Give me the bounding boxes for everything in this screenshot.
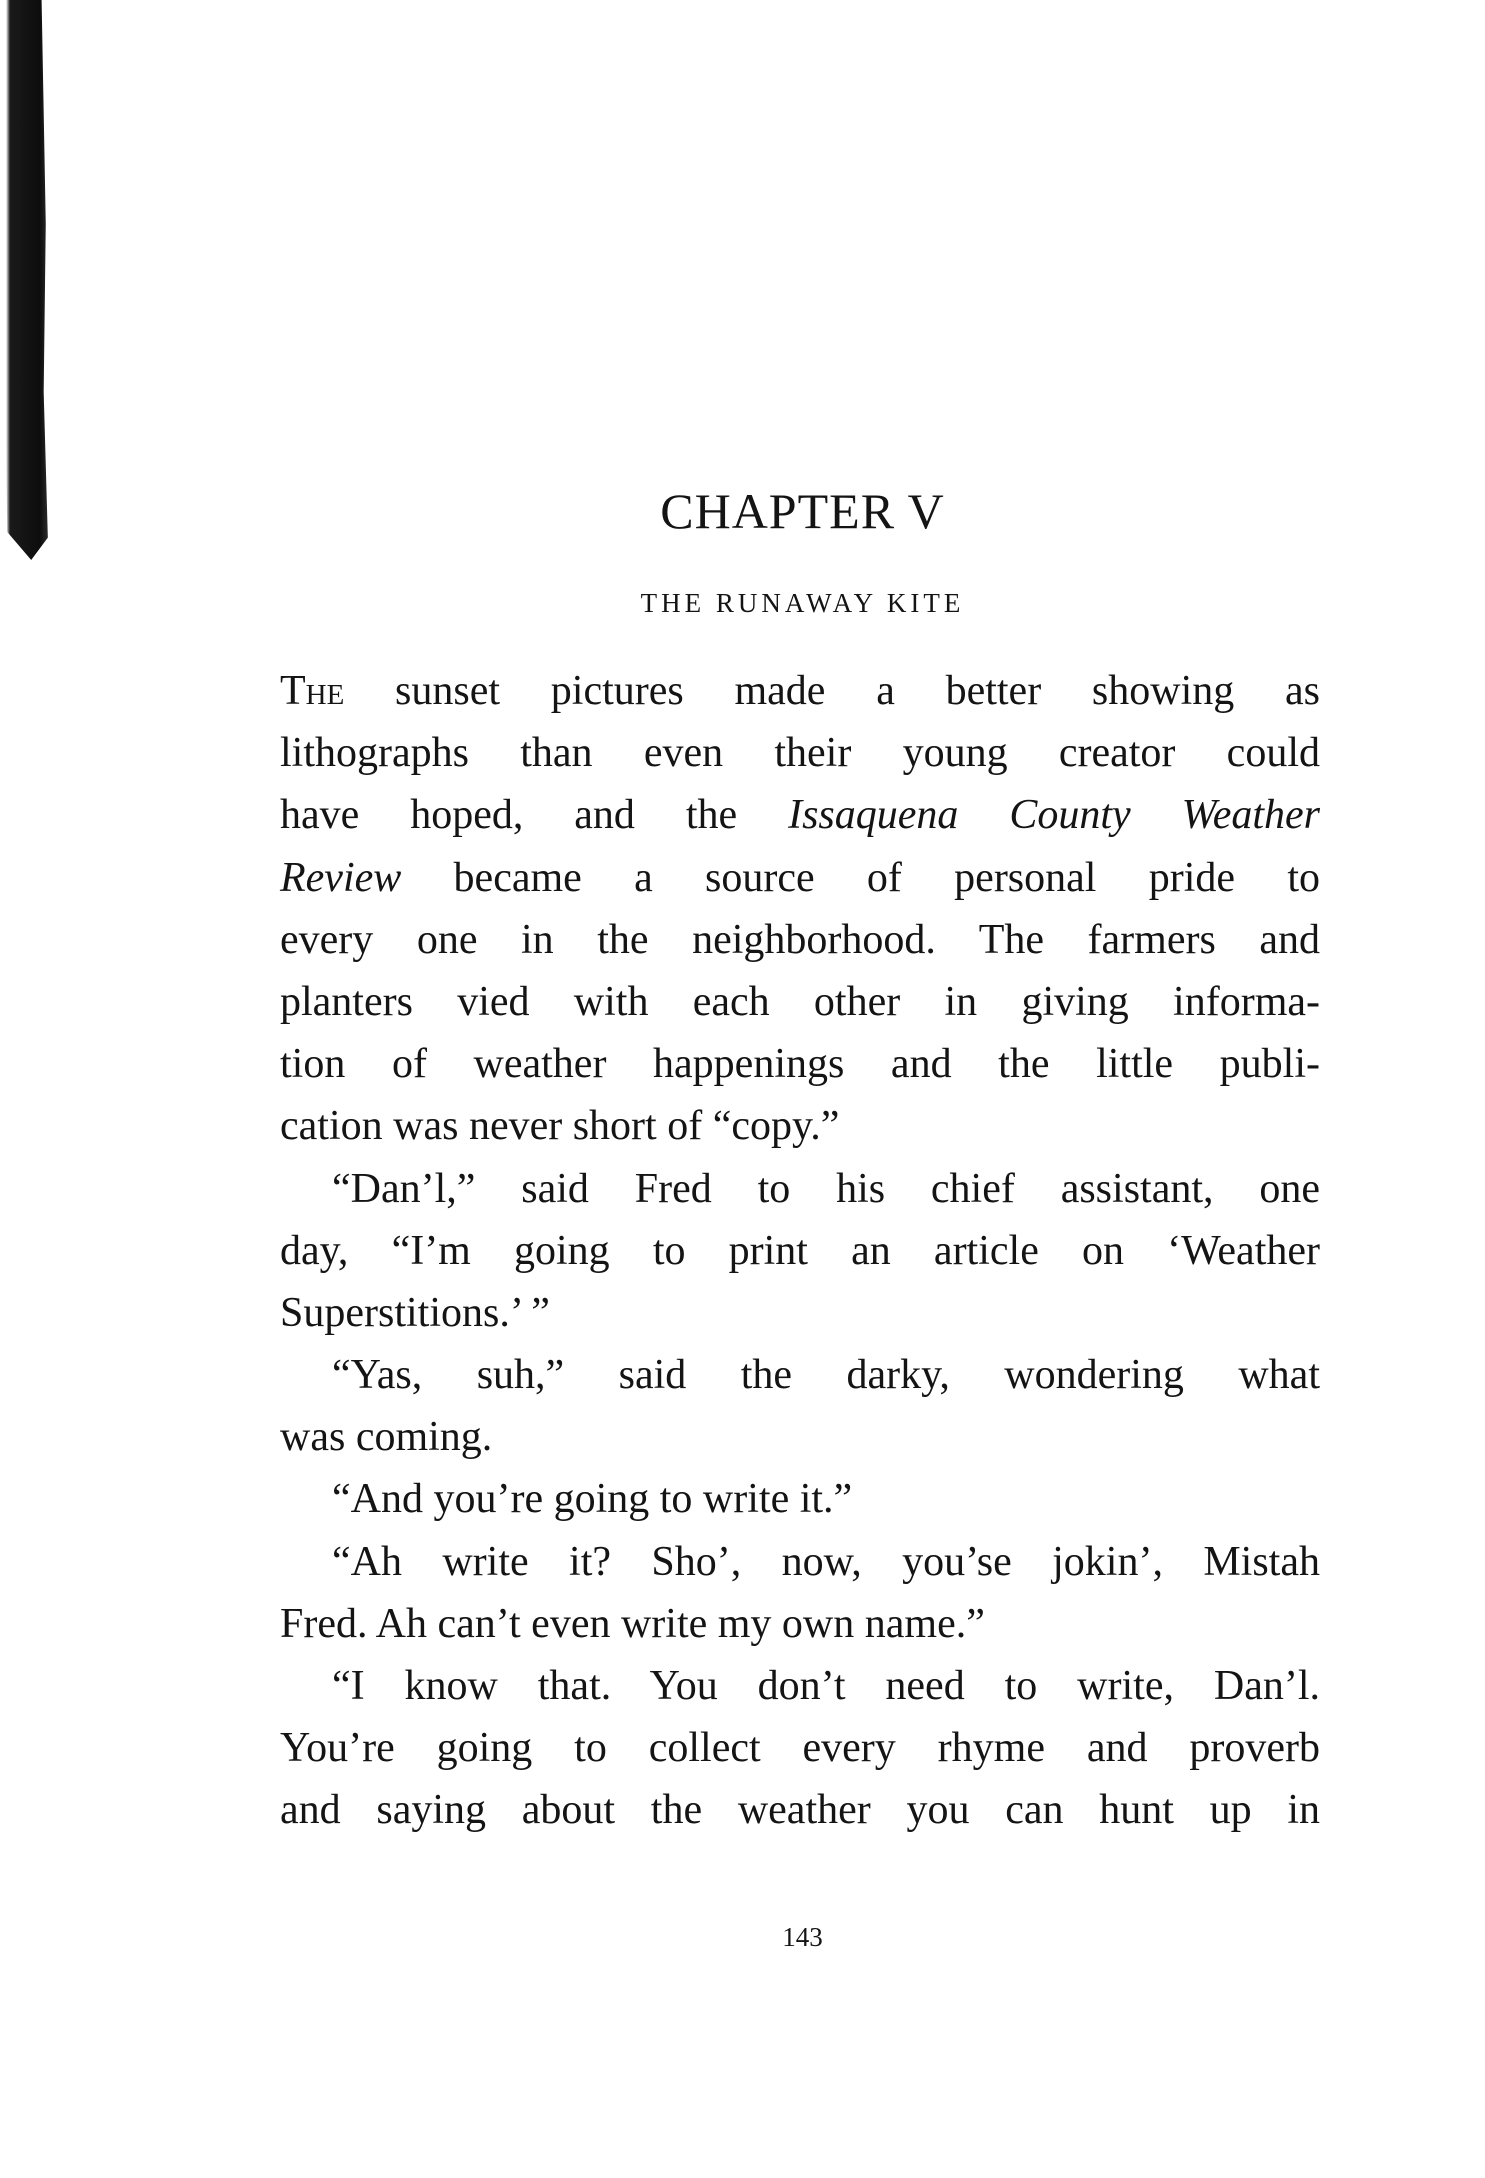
body-line: and saying about the weather you can hunt up in <box>280 1787 1320 1834</box>
body-line: lithographs than even their young creator could <box>280 730 1320 777</box>
body-line: “Ah write it? Sho’, now, you’se jokin’, Mistah <box>332 1538 1320 1585</box>
body-line: have hoped, and the Issaquena County Weather <box>280 792 1320 839</box>
body-line: planters vied with each other in giving informa- <box>280 978 1320 1025</box>
body-line: You’re going to collect every rhyme and proverb <box>280 1725 1320 1772</box>
book-binding-shadow <box>0 0 52 560</box>
body-line: was coming. <box>280 1414 493 1461</box>
page-number: 143 <box>782 1922 823 1952</box>
body-line: Review became a source of personal pride to <box>280 854 1320 901</box>
body-line: “And you’re going to write it.” <box>332 1476 853 1523</box>
body-line: day, “I’m going to print an article on ‘Weather <box>280 1227 1320 1274</box>
body-line: tion of weather happenings and the little publi- <box>280 1041 1320 1088</box>
body-line: Superstitions.’ ” <box>280 1289 550 1336</box>
italic-title: Issaquena County Weather <box>788 792 1320 839</box>
body-line: cation was never short of “copy.” <box>280 1103 840 1150</box>
body-line: every one in the neighborhood. The farmers and <box>280 916 1320 963</box>
italic-title: Review <box>280 854 402 901</box>
body-line: “Dan’l,” said Fred to his chief assistant, one <box>332 1165 1320 1212</box>
body-line: Fred. Ah can’t even write my own name.” <box>280 1600 985 1647</box>
drop-word: The <box>280 668 345 714</box>
chapter-subtitle: THE RUNAWAY KITE <box>640 588 965 618</box>
chapter-body <box>280 660 1320 1842</box>
chapter-title: CHAPTER V <box>660 483 945 539</box>
body-line: “I know that. You don’t need to write, Dan’l. <box>332 1663 1320 1709</box>
body-line: “Yas, suh,” said the darky, wondering what <box>332 1352 1320 1399</box>
body-line: The sunset pictures made a better showing as <box>280 668 1320 714</box>
